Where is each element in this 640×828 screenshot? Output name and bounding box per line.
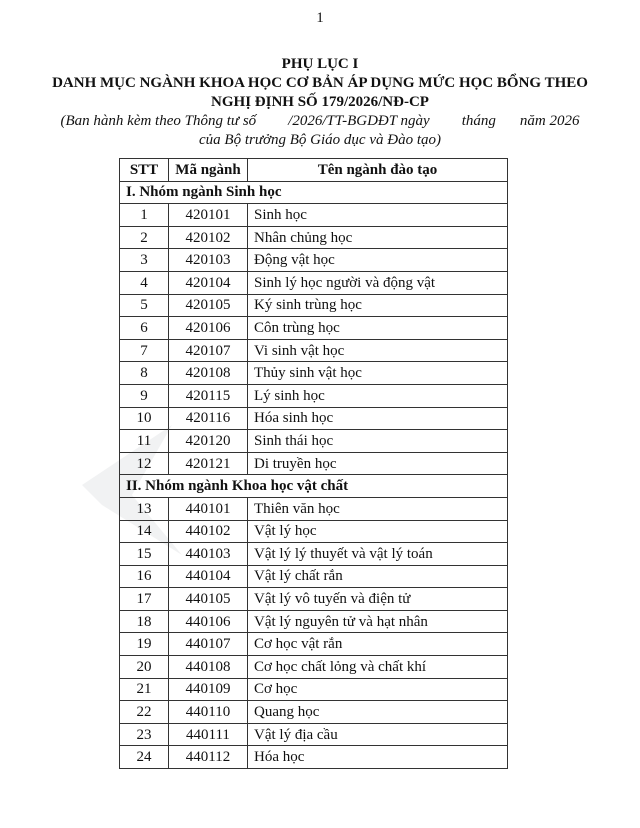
majors-table: [119, 158, 508, 769]
table-body: [120, 181, 508, 768]
cell-code: 440107: [169, 633, 248, 656]
cell-code: 420106: [169, 317, 248, 340]
cell-name: Côn trùng học: [248, 317, 508, 340]
cell-code: 420107: [169, 339, 248, 362]
cell-stt: 16: [120, 565, 169, 588]
table-header-row: [120, 159, 508, 182]
cell-name: Vi sinh vật học: [248, 339, 508, 362]
cell-name: Thiên văn học: [248, 497, 508, 520]
cell-code: 420116: [169, 407, 248, 430]
cell-stt: 14: [120, 520, 169, 543]
cell-stt: 10: [120, 407, 169, 430]
cell-name: Thủy sinh vật học: [248, 362, 508, 385]
cell-stt: 12: [120, 452, 169, 475]
cell-code: 420121: [169, 452, 248, 475]
cell-code: 440104: [169, 565, 248, 588]
table-row: [120, 746, 508, 769]
cell-name: Lý sinh học: [248, 384, 508, 407]
cell-code: 440103: [169, 543, 248, 566]
cell-stt: 1: [120, 204, 169, 227]
cell-name: Ký sinh trùng học: [248, 294, 508, 317]
cell-stt: 7: [120, 339, 169, 362]
appendix-title: PHỤ LỤC I: [281, 56, 359, 72]
table-row: [120, 407, 508, 430]
cell-stt: 8: [120, 362, 169, 385]
cell-code: 440105: [169, 588, 248, 611]
table-row: [120, 430, 508, 453]
table-row: [120, 271, 508, 294]
cell-name: Sinh học: [248, 204, 508, 227]
cell-stt: 17: [120, 588, 169, 611]
cell-stt: 2: [120, 226, 169, 249]
table-row: [120, 362, 508, 385]
cell-code: 420105: [169, 294, 248, 317]
cell-name: Di truyền học: [248, 452, 508, 475]
cell-code: 440111: [169, 723, 248, 746]
subtitle-line-2: của Bộ trưởng Bộ Giáo dục và Đào tạo): [199, 132, 441, 148]
cell-name: Động vật học: [248, 249, 508, 272]
page-number: 1: [316, 10, 324, 26]
cell-name: Vật lý lý thuyết và vật lý toán: [248, 543, 508, 566]
cell-name: Sinh thái học: [248, 430, 508, 453]
cell-stt: 21: [120, 678, 169, 701]
table-row: [120, 249, 508, 272]
cell-name: Vật lý địa cầu: [248, 723, 508, 746]
table-row: [120, 633, 508, 656]
subtitle-part-3: tháng: [461, 113, 496, 129]
title-line-1: DANH MỤC NGÀNH KHOA HỌC CƠ BẢN ÁP DỤNG MỨC HỌC BỔNG THEO: [52, 75, 588, 91]
cell-name: Hóa học: [248, 746, 508, 769]
cell-name: Quang học: [248, 701, 508, 724]
cell-stt: 11: [120, 430, 169, 453]
subtitle-part-1: (Ban hành kèm theo Thông tư số: [60, 113, 257, 129]
cell-code: 420101: [169, 204, 248, 227]
cell-code: 420104: [169, 271, 248, 294]
cell-stt: 15: [120, 543, 169, 566]
group-title: II. Nhóm ngành Khoa học vật chất: [120, 475, 508, 498]
group-row: [120, 475, 508, 498]
cell-code: 420115: [169, 384, 248, 407]
cell-name: Vật lý chất rắn: [248, 565, 508, 588]
cell-name: Nhân chủng học: [248, 226, 508, 249]
cell-stt: 19: [120, 633, 169, 656]
document-heading: [0, 55, 640, 150]
cell-code: 440110: [169, 701, 248, 724]
cell-stt: 13: [120, 497, 169, 520]
cell-stt: 6: [120, 317, 169, 340]
cell-stt: 4: [120, 271, 169, 294]
cell-stt: 24: [120, 746, 169, 769]
cell-code: 440108: [169, 656, 248, 679]
table-row: [120, 701, 508, 724]
cell-code: 440101: [169, 497, 248, 520]
title-line-2: NGHỊ ĐỊNH SỐ 179/2026/NĐ-CP: [211, 94, 429, 110]
cell-code: 420103: [169, 249, 248, 272]
cell-name: Vật lý nguyên tử và hạt nhân: [248, 610, 508, 633]
cell-stt: 5: [120, 294, 169, 317]
header-stt: STT: [120, 159, 169, 182]
cell-name: Cơ học: [248, 678, 508, 701]
cell-stt: 23: [120, 723, 169, 746]
table-row: [120, 317, 508, 340]
cell-name: Vật lý vô tuyến và điện tử: [248, 588, 508, 611]
cell-code: 440106: [169, 610, 248, 633]
cell-stt: 22: [120, 701, 169, 724]
table-row: [120, 204, 508, 227]
header-code: Mã ngành: [169, 159, 248, 182]
table-row: [120, 226, 508, 249]
cell-name: Cơ học vật rắn: [248, 633, 508, 656]
cell-name: Vật lý học: [248, 520, 508, 543]
cell-code: 440102: [169, 520, 248, 543]
cell-code: 440109: [169, 678, 248, 701]
cell-code: 420120: [169, 430, 248, 453]
subtitle-part-4: năm 2026: [519, 113, 580, 129]
cell-stt: 20: [120, 656, 169, 679]
cell-stt: 3: [120, 249, 169, 272]
table-row: [120, 543, 508, 566]
cell-stt: 9: [120, 384, 169, 407]
cell-code: 420102: [169, 226, 248, 249]
cell-name: Hóa sinh học: [248, 407, 508, 430]
header-name: Tên ngành đào tạo: [248, 159, 508, 182]
table-row: [120, 678, 508, 701]
table-row: [120, 565, 508, 588]
table-row: [120, 339, 508, 362]
cell-name: Cơ học chất lỏng và chất khí: [248, 656, 508, 679]
table-row: [120, 588, 508, 611]
table-row: [120, 384, 508, 407]
table-row: [120, 497, 508, 520]
group-title: I. Nhóm ngành Sinh học: [120, 181, 508, 204]
cell-stt: 18: [120, 610, 169, 633]
subtitle-part-2: /2026/TT-BGDĐT ngày: [288, 113, 430, 129]
table-row: [120, 723, 508, 746]
table-row: [120, 610, 508, 633]
table-row: [120, 294, 508, 317]
table-row: [120, 452, 508, 475]
table-row: [120, 656, 508, 679]
cell-code: 420108: [169, 362, 248, 385]
cell-name: Sinh lý học người và động vật: [248, 271, 508, 294]
subtitle-line-1: [0, 112, 640, 131]
table-row: [120, 520, 508, 543]
group-row: [120, 181, 508, 204]
cell-code: 440112: [169, 746, 248, 769]
